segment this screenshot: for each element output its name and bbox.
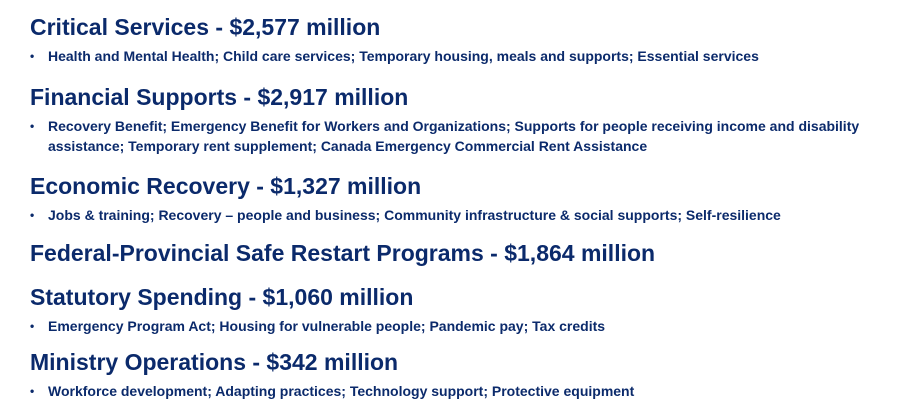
bullet-text: Recovery Benefit; Emergency Benefit for Workers and Organizations; Supports for people receiving income and disability assistance; Temporary rent supplement; Canada Emergency Commercial Rent Assistance: [48, 118, 860, 154]
section-ministry-operations: [30, 349, 890, 401]
section-statutory-spending: [30, 284, 890, 336]
bullet-item: [30, 205, 890, 225]
section-heading: Critical Services - $2,577 million: [30, 14, 381, 40]
bullet-text: Workforce development; Adapting practices; Technology support; Protective equipment: [48, 383, 635, 399]
section-critical-services: [30, 14, 890, 66]
bullet-icon: •: [30, 208, 35, 222]
section-heading: Federal-Provincial Safe Restart Programs - $1,864 million: [30, 240, 656, 266]
bullet-text: Jobs & training; Recovery – people and business; Community infrastructure & social supports; Self-resilience: [48, 207, 781, 223]
bullet-item: [30, 381, 890, 401]
bullet-text: Health and Mental Health; Child care services; Temporary housing, meals and supports; Essential services: [48, 48, 759, 64]
section-heading: Statutory Spending - $1,060 million: [30, 284, 414, 310]
section-heading: Ministry Operations - $342 million: [30, 349, 399, 375]
bullet-icon: •: [30, 49, 35, 63]
bullet-icon: •: [30, 319, 35, 333]
section-financial-supports: [30, 84, 890, 156]
bullet-item: [30, 316, 890, 336]
section-heading: Economic Recovery - $1,327 million: [30, 173, 422, 199]
section-safe-restart: [30, 240, 890, 266]
bullet-item: [30, 46, 890, 66]
bullet-icon: •: [30, 119, 35, 133]
bullet-text: Emergency Program Act; Housing for vulnerable people; Pandemic pay; Tax credits: [48, 318, 606, 334]
section-economic-recovery: [30, 173, 890, 225]
section-heading: Financial Supports - $2,917 million: [30, 84, 409, 110]
bullet-item: [30, 116, 878, 156]
bullet-icon: •: [30, 384, 35, 398]
